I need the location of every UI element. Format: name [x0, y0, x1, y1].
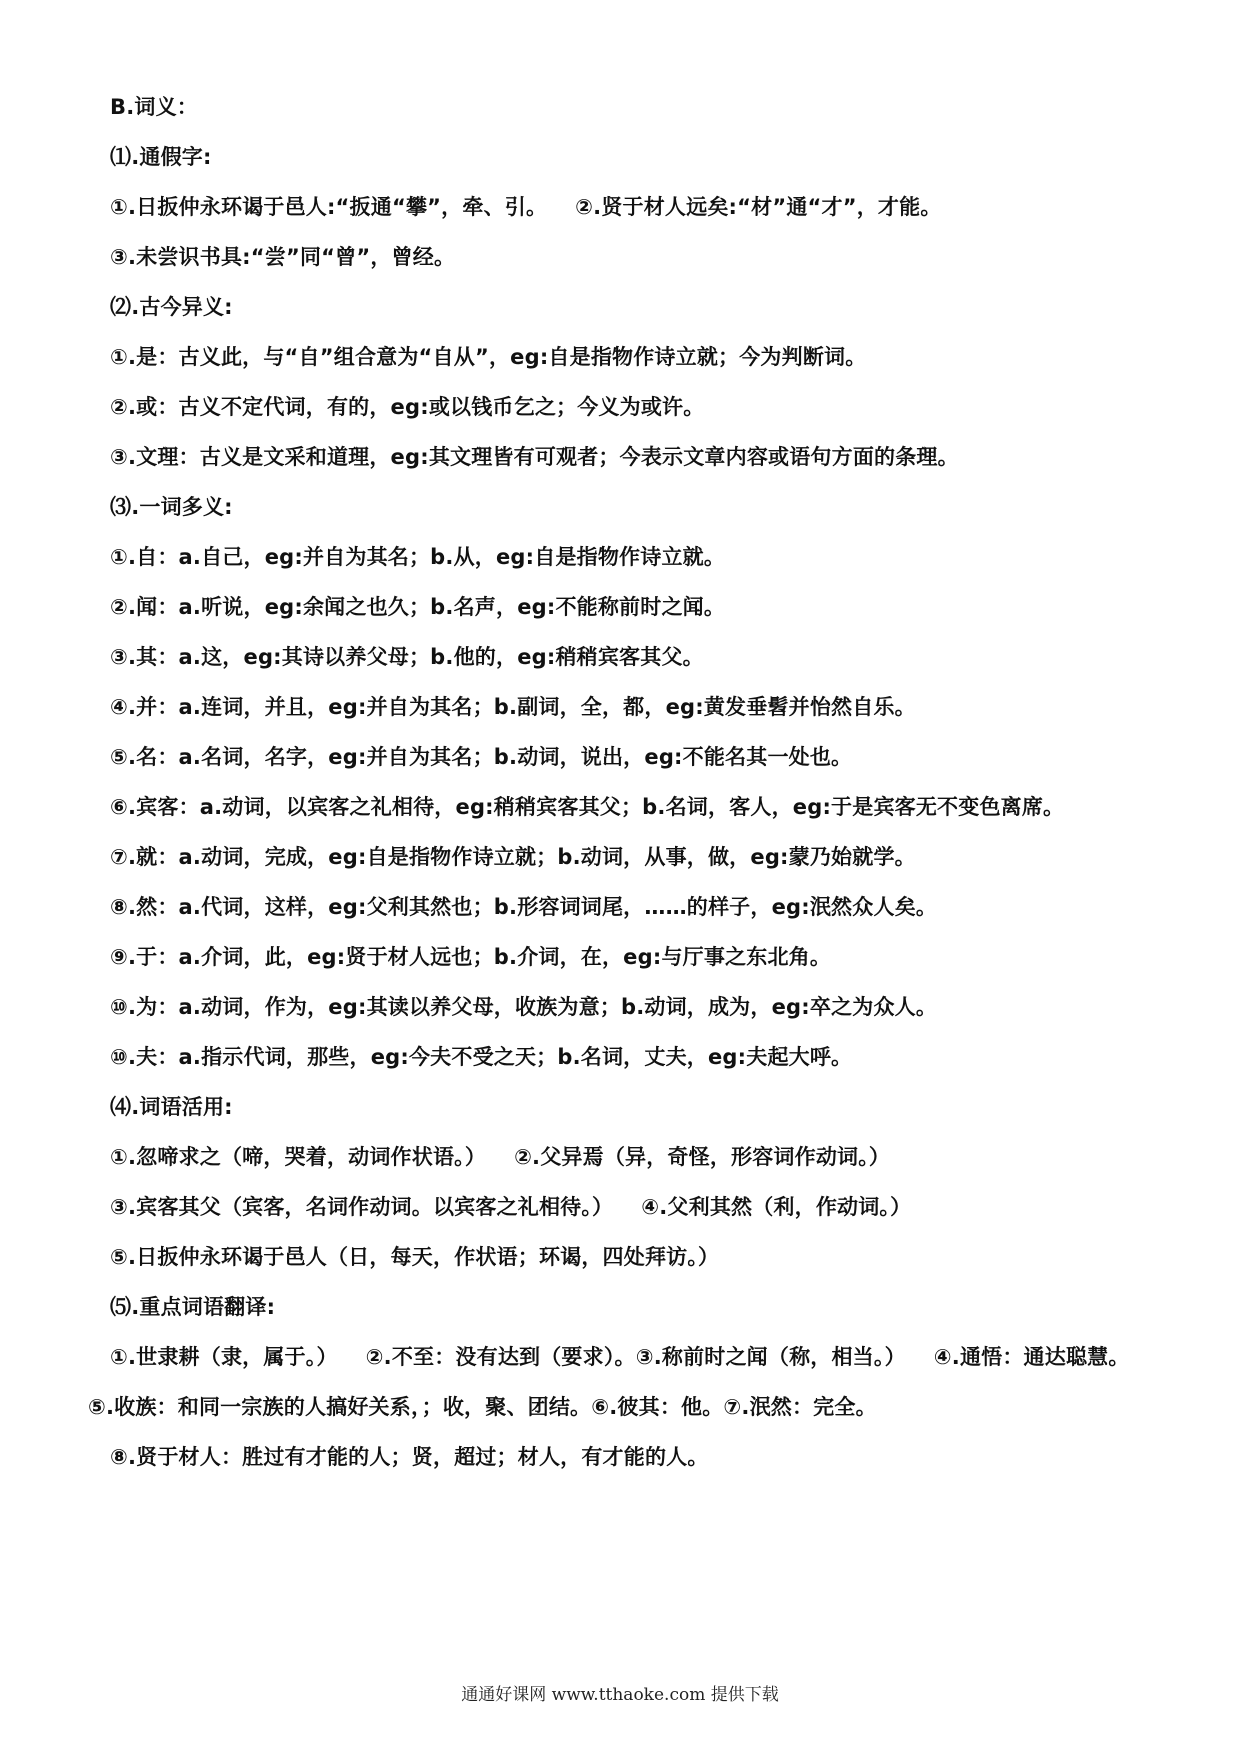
text-line: ⑴.通假字: [110, 145, 212, 169]
text-segment: ②.贤于材人远矣:“材”通“才”，才能。 [575, 195, 942, 219]
text-line: ③.其：a.这，eg:其诗以养父母；b.他的，eg:稍稍宾客其父。 [110, 645, 704, 669]
text-segment: ①.世隶耕（隶，属于。） [110, 1345, 338, 1369]
text-line: ①.自：a.自己，eg:并自为其名；b.从，eg:自是指物作诗立就。 [110, 545, 726, 569]
text-line: ⑤.收族：和同一宗族的人搞好关系，；收，聚、团结。⑥.彼其：他。⑦.泯然：完全。 [88, 1395, 877, 1419]
text-line: ②.或：古义不定代词，有的，eg:或以钱币乞之；今义为或许。 [110, 395, 705, 419]
text-line: ⑧.然：a.代词，这样，eg:父利其然也；b.形容词词尾，……的样子，eg:泯然众人矣。 [110, 895, 938, 919]
text-line: ⑧.贤于材人：胜过有才能的人；贤，超过；材人，有才能的人。 [110, 1445, 709, 1469]
text-line: ⑩.为：a.动词，作为，eg:其读以养父母，收族为意；b.动词，成为，eg:卒之为众人。 [110, 995, 938, 1019]
text-line [110, 1343, 1130, 1371]
text-line: ④.并：a.连词，并且，eg:并自为其名；b.副词，全，都，eg:黄发垂髫并怡然自乐。 [110, 695, 916, 719]
text-line: ⑥.宾客：a.动词，以宾客之礼相待，eg:稍稍宾客其父；b.名词，客人，eg:于是宾客无不变色离席。 [110, 795, 1065, 819]
text-segment: ④.通悟：通达聪慧。 [933, 1345, 1130, 1369]
text-line: ⑩.夫：a.指示代词，那些，eg:今夫不受之天；b.名词，丈夫，eg:夫起大呼。 [110, 1045, 853, 1069]
page-footer: 通通好课网 www.tthaoke.com 提供下载 [461, 1685, 779, 1705]
text-segment: ②.不至：没有达到（要求）。③.称前时之闻（称，相当。） [365, 1345, 906, 1369]
text-line: B.词义： [110, 95, 198, 119]
text-line: ⑷.词语活用: [110, 1095, 233, 1119]
text-segment: ③.宾客其父（宾客，名词作动词。以宾客之礼相待。） [110, 1195, 614, 1219]
text-line: ②.闻：a.听说，eg:余闻之也久；b.名声，eg:不能称前时之闻。 [110, 595, 726, 619]
text-line: ⑤.名：a.名词，名字，eg:并自为其名；b.动词，说出，eg:不能名其一处也。 [110, 745, 853, 769]
text-line: ⑤.日扳仲永环谒于邑人（日，每天，作状语；环谒，四处拜访。） [110, 1245, 720, 1269]
text-segment: ①.日扳仲永环谒于邑人:“扳通“攀”，牵、引。 [110, 195, 548, 219]
text-line: ③.未尝识书具:“尝”同“曾”，曾经。 [110, 245, 456, 269]
text-line: ①.是：古义此，与“自”组合意为“自从”，eg:自是指物作诗立就；今为判断词。 [110, 345, 867, 369]
text-line: ⑦.就：a.动词，完成，eg:自是指物作诗立就；b.动词，从事，做，eg:蒙乃始就学。 [110, 845, 916, 869]
text-segment: ④.父利其然（利，作动词。） [641, 1195, 912, 1219]
text-line: ⑶.一词多义: [110, 495, 233, 519]
text-line [110, 193, 942, 221]
text-line: ⑵.古今异义: [110, 295, 233, 319]
text-segment: ②.父异焉（异，奇怪，形容词作动词。） [514, 1145, 891, 1169]
text-line: ⑸.重点词语翻译: [110, 1295, 276, 1319]
text-line [110, 1143, 890, 1171]
text-line: ⑨.于：a.介词，此，eg:贤于材人远也；b.介词，在，eg:与厅事之东北角。 [110, 945, 832, 969]
text-line [110, 1193, 911, 1221]
text-segment: ①.忽啼求之（啼，哭着，动词作状语。） [110, 1145, 487, 1169]
text-line: ③.文理：古义是文采和道理，eg:其文理皆有可观者；今表示文章内容或语句方面的条理。 [110, 445, 959, 469]
